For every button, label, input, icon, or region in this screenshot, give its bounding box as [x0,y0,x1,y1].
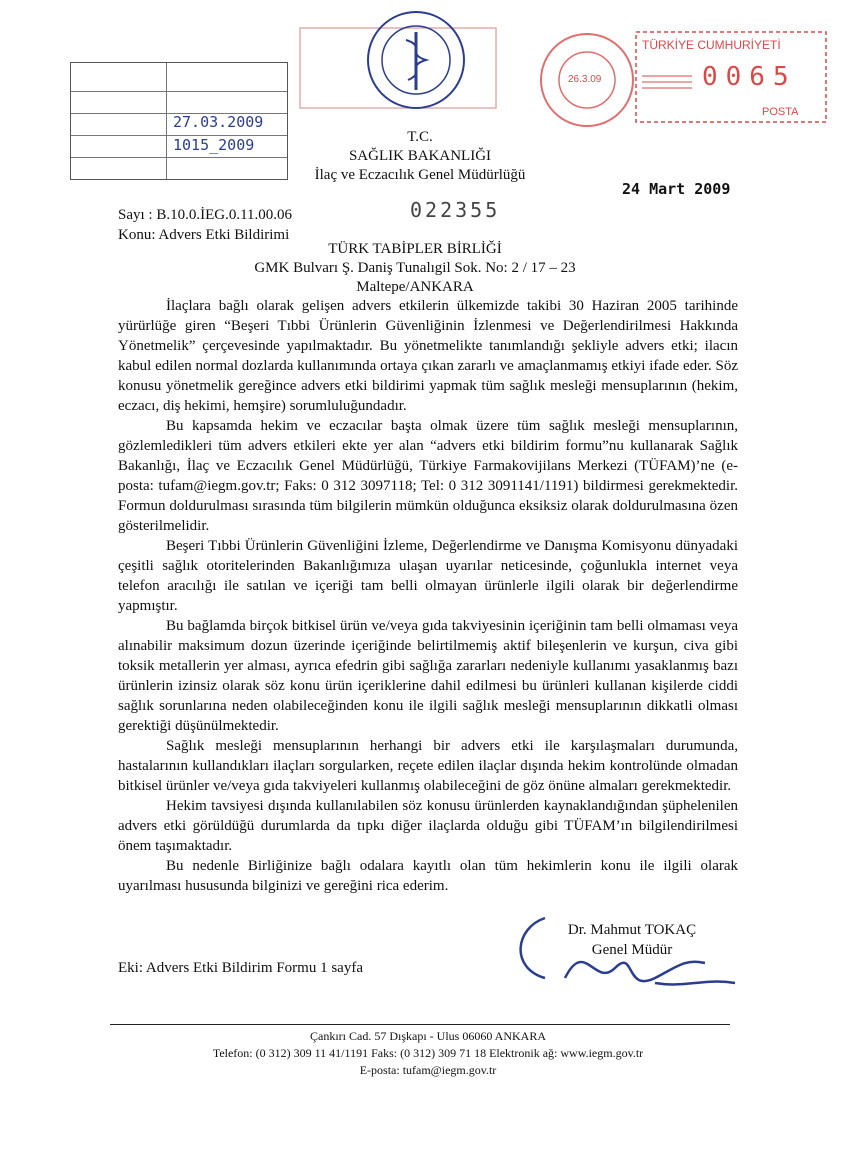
body-paragraph: Sağlık mesleği mensuplarının herhangi bir advers etki ile karşılaşmaları durumunda, hastalarının kullandıkları ilaçları sorgularken, reçete edilen ilaçlar dışında hekim kontrolünde olmadan bitkisel ürünler ve/veya gıda takviyeleri kullanmış olabileceğini de göz önüne almaları gerekmektedir. [118,738,738,794]
date-stamp: 24 Mart 2009 [622,180,731,198]
footer-contact: Telefon: (0 312) 309 11 41/1191 Faks: (0 312) 309 71 18 Elektronik ağ: www.iegm.gov.tr [212,1046,644,1060]
ministry-seal-icon [298,0,498,122]
attachment-note: Eki: Advers Etki Bildirim Formu 1 sayfa [118,960,363,976]
letter-meta [118,205,292,245]
letterhead [290,128,550,185]
letterhead-ministry: SAĞLIK BAKANLIĞI [348,148,492,164]
handwritten-signature [505,908,745,1008]
body-paragraph: Bu bağlamda birçok bitkisel ürün ve/veya gıda takviyesinin içeriğinin tam belli olmaması veya alınabilir maksimum dozun üzerinde içeriğinde belirtilmemiş aktif bileşenlerin ve kurşun, civa gibi toksik metallerin yer alması, ayrıca efedrin gibi sağlığa zararları nedeniyle kullanımı yasaklanmış bazı ürünlerin izinsiz olarak söz konu ürün içeriklerine dahil edilmesi bu ürünleri kullanan kişilerde ciddi sağlık sorunlarına neden olabileceğinden konu ile ilgili sağlık mesleği mensuplarının dikkatli olması gerektiği düşünülmektedir. [118,618,738,734]
letterhead-tc: T.C. [407,129,433,145]
footer-address: Çankırı Cad. 57 Dışkapı - Ulus 06060 ANKARA [310,1029,546,1043]
body-paragraph: Beşeri Tıbbi Ürünlerin Güvenliğini İzleme, Değerlendirme ve Danışma Komisyonu dünyadaki çeşitli sağlık otoritelerinden Bakanlığımıza ulaşan uyarılar neticesinde, çoğunlukla internet veya telefon aracılığı ile satılan ve içeriği tam belli olmayan ürünlerle ilgili olarak bir değerlendirme yapmıştır. [118,538,738,614]
body-paragraph: İlaçlara bağlı olarak gelişen advers etkilerin ülkemizde takibi 30 Haziran 2005 tarihinde yürürlüğe giren “Beşeri Tıbbi Ürünlerin Güvenliğinin İzlenmesi ve Değerlendirilmesi Hakkında Yönetmelik” çerçevesinde yapılmaktadır. Bu yönetmelikte tanımlandığı şekliyle advers etki; ilacın kabul edilen normal dozlarda kullanımında ortaya çıkan zararlı ve amaçlanmamış etkiyi ifade eder. Söz konusu yönetmelik gereğince advers etki bildirimi yapmak tüm sağlık mesleği mensuplarının (hekim, eczacı, diş hekimi, hemşire) sorumluluğundadır. [118,298,738,414]
registry-date: 27.03.2009 [173,113,264,131]
body-paragraph: Bu nedenle Birliğinize bağlı odalara kayıtlı olan tüm hekimlerin konu ile ilgili olarak uyarılması hususunda bilginizi ve gereğini rica ederim. [118,858,738,894]
signatory-title: Genel Müdür [591,942,673,958]
sayi-line: Sayı : B.10.0.İEG.0.11.00.06 [118,207,293,223]
postage-amount: 0065 [702,62,797,92]
recipient-address2: Maltepe/ANKARA [356,279,474,295]
postage-country: TÜRKİYE CUMHURİYETİ [642,38,781,52]
reference-number: 022355 [410,198,501,222]
signatory-name: Dr. Mahmut TOKAÇ [567,922,697,938]
footer-email: E-posta: tufam@iegm.gov.tr [359,1063,497,1077]
body-paragraph: Bu kapsamda hekim ve eczacılar başta olmak üzere tüm sağlık mesleği mensuplarının, gözlemledikleri tüm advers etkileri ekte yer alan “advers etki bildirim formu”nu kullanarak Sağlık Bakanlığı, İlaç ve Eczacılık Genel Müdürlüğü, Türkiye Farmakovijilans Merkezi (TÜFAM)’ne (e-posta: tufam@iegm.gov.tr; Faks: 0 312 3097118; Tel: 0 312 3091141/1191) bildirmesi gerekmektedir. Formun doldurulması sırasında tüm bilgilerin mümkün olduğunca eksiksiz olarak doldurulmasına özen gösterilmelidir. [118,418,738,534]
footer-divider [110,1024,730,1025]
recipient-address1: GMK Bulvarı Ş. Daniş Tunalıgil Sok. No: 2 / 17 – 23 [254,260,576,276]
konu-line: Konu: Advers Etki Bildirimi [118,227,290,243]
postage-label: POSTA [762,106,799,118]
postmark-date: 26.3.09 [568,74,602,85]
registry-stamp [70,62,288,180]
footer [118,1028,738,1079]
recipient-name: TÜRK TABİPLER BİRLİĞİ [328,241,502,257]
letterhead-directorate: İlaç ve Eczacılık Genel Müdürlüğü [314,167,526,183]
letter-body [118,296,738,896]
recipient-block [200,240,630,297]
postage-stamp [532,20,832,130]
body-paragraph: Hekim tavsiyesi dışında kullanılabilen söz konusu ürünlerden kaynaklandığından şüphelenilen advers etki görüldüğü durumlarda da tıpkı diğer ilaçlarda olduğu gibi TÜFAM’ın bilgilendirilmesi önem taşımaktadır. [118,798,738,854]
registry-number: 1015_2009 [173,136,255,154]
ministry-seal-stamp [298,0,498,122]
